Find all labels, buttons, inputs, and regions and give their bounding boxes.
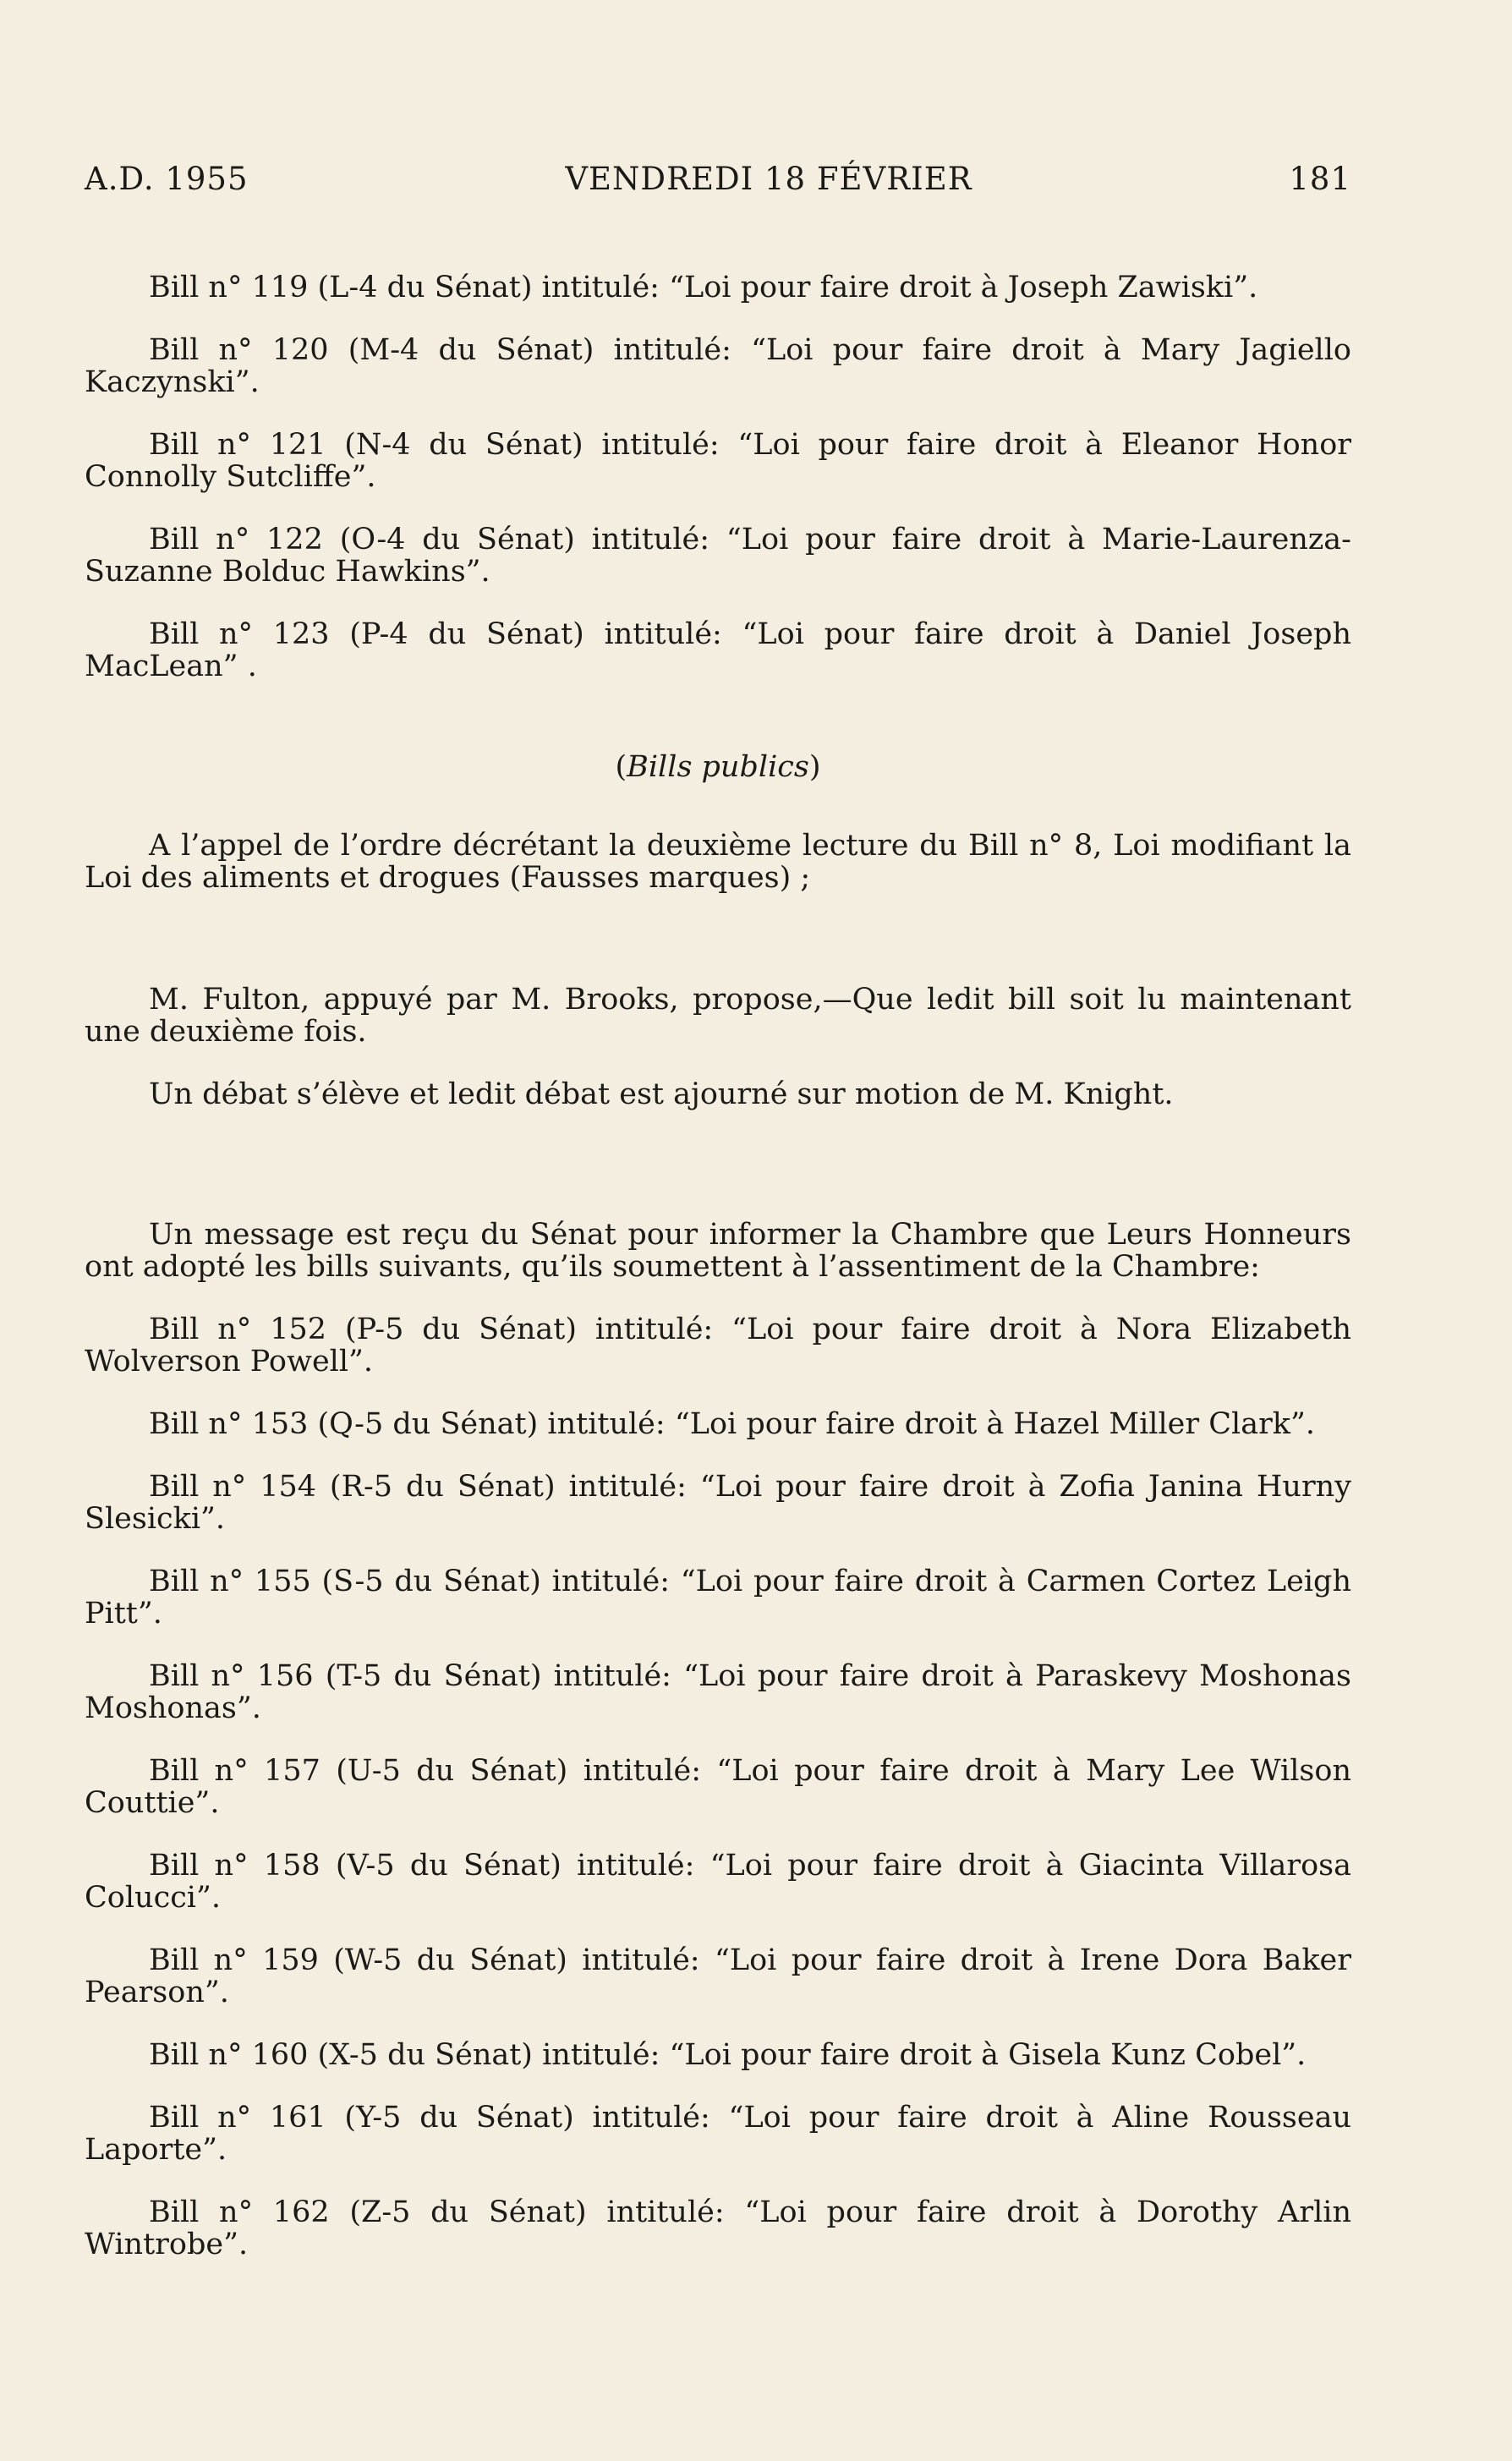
message-intro: Un message est reçu du Sénat pour informer la Chambre que Leurs Honneurs ont adopté les bills suivants, qu’ils soumettent à l’assentiment de la Chambre:	[85, 1218, 1351, 1284]
journal-page	[85, 161, 1351, 2291]
page-number: 181	[1289, 161, 1351, 197]
bill-entry: Bill n° 122 (O-4 du Sénat) intitulé: “Loi pour faire droit à Marie-Laurenza-Suzanne Bolduc Hawkins”.	[85, 523, 1351, 589]
order-paragraph: A l’appel de l’ordre décrétant la deuxième lecture du Bill n° 8, Loi modifiant la Loi des aliments et drogues (Fausses marques) ;	[85, 829, 1351, 895]
bill-entry: Bill n° 161 (Y-5 du Sénat) intitulé: “Loi pour faire droit à Aline Rousseau Laporte”.	[85, 2101, 1351, 2167]
bill-entry: Bill n° 120 (M-4 du Sénat) intitulé: “Loi pour faire droit à Mary Jagiello Kaczynski”.	[85, 333, 1351, 399]
public-bills-section	[85, 830, 1351, 1110]
bill-entry: Bill n° 123 (P-4 du Sénat) intitulé: “Loi pour faire droit à Daniel Joseph MacLean” .	[85, 617, 1351, 683]
header-date: VENDREDI 18 FÉVRIER	[565, 161, 972, 197]
debate-paragraph: Un débat s’élève et ledit débat est ajourné sur motion de M. Knight.	[149, 1077, 1174, 1111]
section-heading-text: Bills publics	[627, 750, 809, 784]
section-heading-public-bills: (Bills publics)	[615, 750, 821, 784]
motion-paragraph: M. Fulton, appuyé par M. Brooks, propose,—Que ledit bill soit lu maintenant une deuxième fois.	[85, 983, 1351, 1049]
bill-entry: Bill n° 157 (U-5 du Sénat) intitulé: “Loi pour faire droit à Mary Lee Wilson Couttie”.	[85, 1754, 1351, 1820]
bill-entry: Bill n° 153 (Q-5 du Sénat) intitulé: “Loi pour faire droit à Hazel Miller Clark”.	[149, 1407, 1316, 1441]
bill-entry: Bill n° 155 (S-5 du Sénat) intitulé: “Loi pour faire droit à Carmen Cortez Leigh Pitt”.	[85, 1565, 1351, 1631]
bill-entry: Bill n° 154 (R-5 du Sénat) intitulé: “Loi pour faire droit à Zofia Janina Hurny Slesicki”.	[85, 1470, 1351, 1536]
bill-entry: Bill n° 160 (X-5 du Sénat) intitulé: “Loi pour faire droit à Gisela Kunz Cobel”.	[149, 2038, 1307, 2072]
bill-entry: Bill n° 162 (Z-5 du Sénat) intitulé: “Loi pour faire droit à Dorothy Arlin Wintrobe”.	[85, 2195, 1351, 2261]
bill-entry: Bill n° 156 (T-5 du Sénat) intitulé: “Loi pour faire droit à Paraskevy Moshonas Moshonas”.	[85, 1659, 1351, 1725]
running-header	[85, 161, 1351, 197]
senate-bills-list	[85, 271, 1351, 682]
bill-entry: Bill n° 159 (W-5 du Sénat) intitulé: “Loi pour faire droit à Irene Dora Baker Pearson”.	[85, 1943, 1351, 2009]
header-year: A.D. 1955	[85, 161, 249, 197]
senate-message-section	[85, 1219, 1351, 2261]
bill-entry: Bill n° 121 (N-4 du Sénat) intitulé: “Loi pour faire droit à Eleanor Honor Connolly Sutcliffe”.	[85, 428, 1351, 494]
bill-entry: Bill n° 152 (P-5 du Sénat) intitulé: “Loi pour faire droit à Nora Elizabeth Wolverson Powell”.	[85, 1313, 1351, 1378]
bill-entry: Bill n° 158 (V-5 du Sénat) intitulé: “Loi pour faire droit à Giacinta Villarosa Colucci”.	[85, 1849, 1351, 1915]
bill-entry: Bill n° 119 (L-4 du Sénat) intitulé: “Loi pour faire droit à Joseph Zawiski”.	[149, 271, 1258, 304]
